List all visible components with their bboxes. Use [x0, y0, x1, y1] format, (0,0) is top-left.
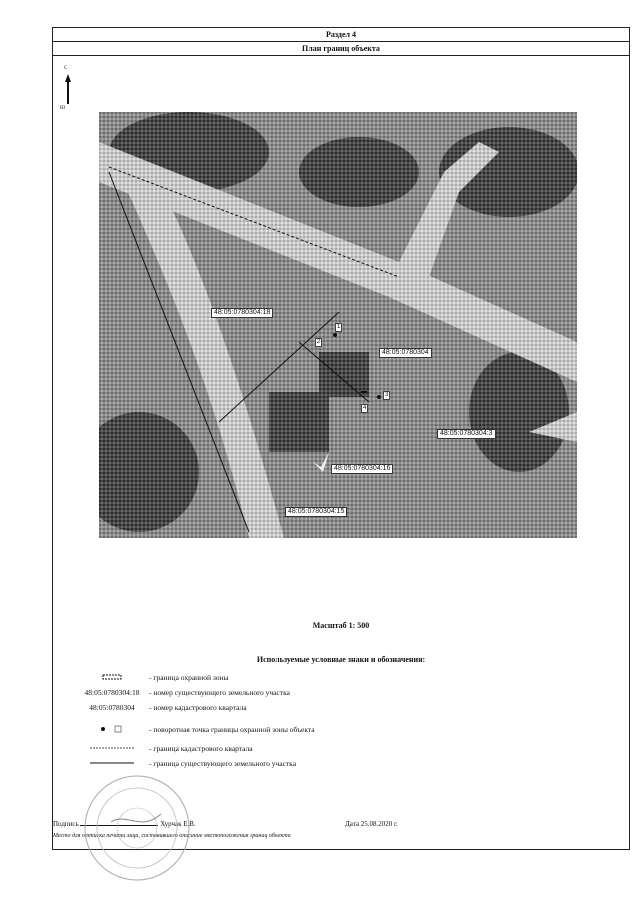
legend-text: - граница охранной зоны: [149, 673, 229, 682]
south-label: Ю: [60, 106, 66, 111]
quarter-number-symbol: 48:05:0780304: [89, 703, 135, 712]
turning-point-1: 1: [337, 324, 341, 330]
legend-title: Используемые условные знаки и обозначения:: [256, 655, 426, 664]
turning-point-4: 4: [363, 405, 367, 411]
quarter-label: 48:05:0780304: [379, 348, 432, 358]
parcel-label-3: 48:05:0780304:3: [437, 429, 496, 439]
legend-item: [53, 673, 629, 687]
turning-point-3: 3: [385, 392, 389, 398]
signer-name: Хурчак Е.В.: [160, 820, 196, 828]
document-frame: [52, 27, 630, 850]
point-icon: [97, 725, 127, 733]
legend-item: [53, 725, 629, 739]
turning-point-2: 2: [317, 339, 321, 345]
north-label: С: [64, 66, 68, 71]
legend-text: - номер существующего земельного участка: [149, 688, 290, 697]
map-scale: Масштаб 1: 500: [312, 621, 370, 630]
signature-date: Дата 25.08.2020 г.: [345, 820, 398, 828]
legend-text: - граница существующего земельного участка: [149, 759, 297, 768]
legend-item: [53, 759, 629, 773]
solid-line-icon: [90, 760, 134, 766]
parcel-label-16: 48:05:0780304:16: [331, 464, 393, 474]
legend-text: - поворотная точка границы охранной зоны объекта: [149, 725, 315, 734]
aerial-map: [99, 112, 577, 538]
parcel-number-symbol: 48:05:0780304:18: [84, 688, 140, 697]
legend-text: - номер кадастрового квартала: [149, 703, 247, 712]
signature-label: Подпись: [53, 820, 79, 828]
stamp-icon: [81, 772, 193, 884]
north-arrow: [61, 66, 75, 112]
plan-title: План границ объекта: [53, 42, 629, 56]
legend-text: - граница кадастрового квартала: [149, 744, 253, 753]
hatched-border-icon: [102, 674, 122, 680]
legend-item: [53, 688, 629, 702]
dashed-line-icon: [90, 745, 134, 751]
parcel-label-15: 48:05:0780304:15: [285, 507, 347, 517]
legend-item: [53, 744, 629, 758]
parcel-label-18: 48:05:0780304:18: [211, 308, 273, 318]
legend-item: [53, 703, 629, 717]
stamp-place-note: Место для оттиска печати лица, составившего описание местоположения границ объекта: [53, 833, 291, 839]
section-header: Раздел 4: [53, 28, 629, 42]
